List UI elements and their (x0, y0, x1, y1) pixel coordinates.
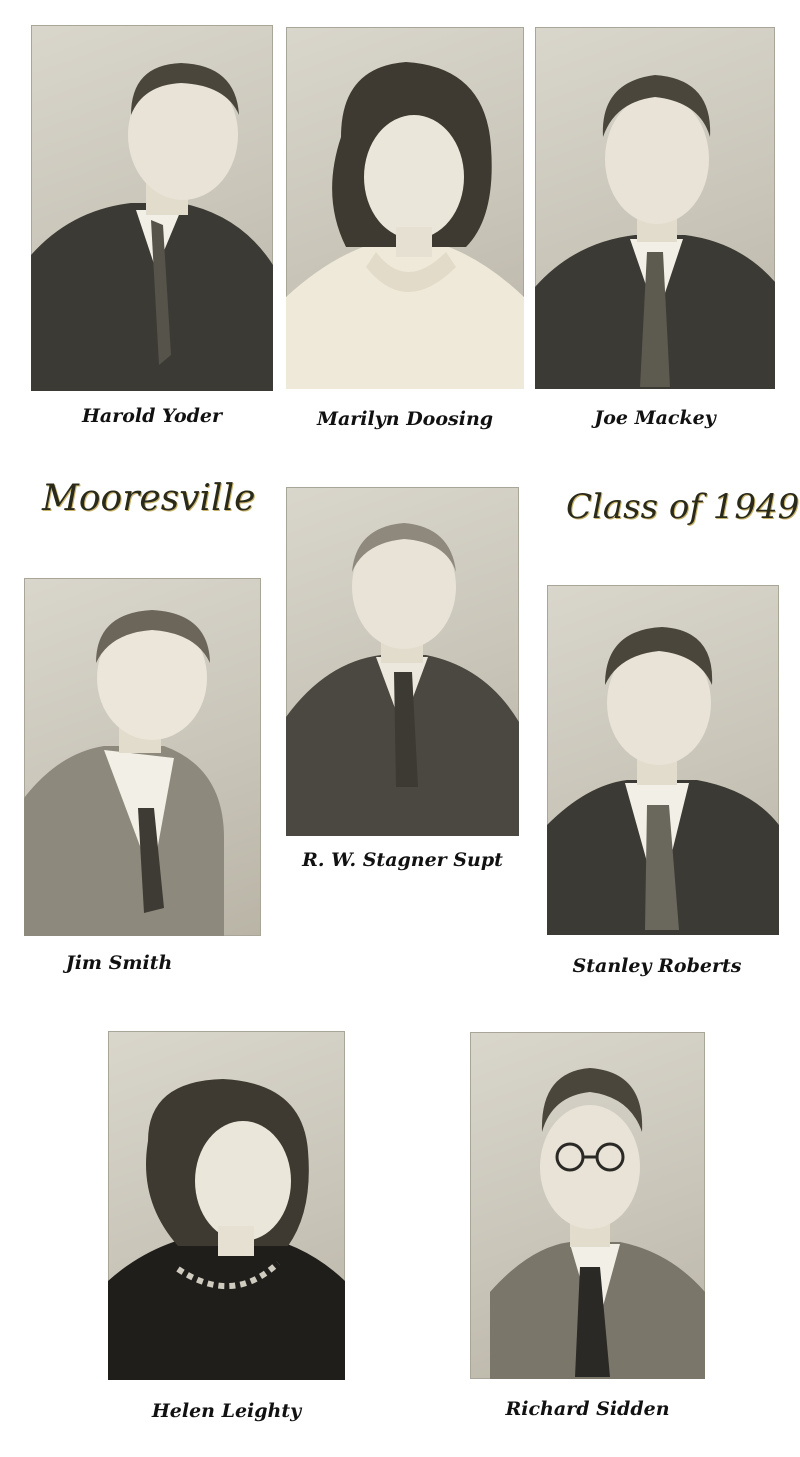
portrait-helen-leighty (108, 1031, 345, 1380)
portrait-figure (286, 487, 519, 836)
portrait-figure (108, 1031, 345, 1380)
caption-joe-mackey: Joe Mackey (594, 407, 716, 429)
portrait-figure (535, 27, 775, 389)
caption-helen-leighty: Helen Leighty (151, 1400, 302, 1422)
portrait-figure (547, 585, 779, 935)
caption-stanley-roberts: Stanley Roberts (572, 955, 742, 977)
portrait-r-w-stagner (286, 487, 519, 836)
portrait-marilyn-doosing (286, 27, 524, 389)
portrait-joe-mackey (535, 27, 775, 389)
caption-jim-smith: Jim Smith (65, 952, 173, 974)
caption-r-w-stagner: R. W. Stagner Supt (302, 849, 503, 871)
caption-richard-sidden: Richard Sidden (505, 1398, 670, 1420)
class-year: Class of 1949 (566, 487, 800, 527)
portrait-stanley-roberts (547, 585, 779, 935)
portrait-jim-smith (24, 578, 261, 936)
caption-marilyn-doosing: Marilyn Doosing (316, 408, 494, 430)
portrait-richard-sidden (470, 1032, 705, 1379)
portrait-figure (24, 578, 261, 936)
school-name: Mooresville (42, 478, 256, 519)
caption-harold-yoder: Harold Yoder (81, 405, 223, 427)
portrait-harold-yoder (31, 25, 273, 391)
portrait-figure (31, 25, 273, 391)
portrait-figure (470, 1032, 705, 1379)
portrait-figure (286, 27, 524, 389)
